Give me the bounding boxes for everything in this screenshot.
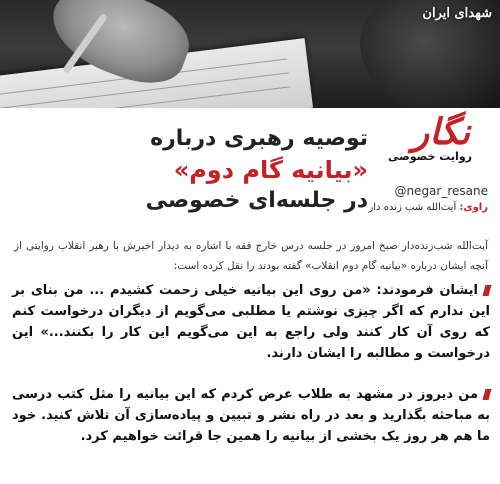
quote-paragraph: [12, 280, 490, 364]
narrator-name: آیت‌الله شب زنده دار: [368, 202, 457, 213]
paragraph-text: ایشان فرمودند: «من روی این بیانیه خیلی زحمت کشیدم ... من بنای بر این ندارم که اگر چیزی نوشتم یا مطلبی می‌گویم از دیگران درخواست کنم که روی آن کار کنند ولی راجع به این می‌گویم این کار را بکنند...» این درخواست و مطالبه را ایشان دارند.: [12, 283, 490, 361]
bullet-mark: [483, 389, 492, 400]
logo-mark: نگار: [411, 111, 471, 153]
watermark-text: شهدای ایران: [422, 6, 492, 21]
headline-line-3: در جلسه‌ای خصوصی: [145, 188, 368, 213]
social-handle: @negar_resane: [394, 184, 488, 198]
paragraph-text: من دیروز در مشهد به طلاب عرض کردم که این بیانیه را مثل کتب درسی به مباحثه بگذارید و بعد در راه نشر و تبیین و پیاده‌سازی آن تلاش کنید. خود ما هم هر روز یک بخشی از بیانیه را همین جا قرائت خواهیم کرد.: [12, 387, 490, 444]
intro-text: آیت‌الله شب‌زنده‌دار صبح امروز در جلسه درس خارج فقه با اشاره به دیدار اخیرش با رهبر انقلاب روایتی از آنچه ایشان درباره «بیانیه گام دوم انقلاب» گفته بودند را نقل کرده است:: [14, 240, 488, 272]
logo-subtitle: روایت خصوصی: [388, 150, 472, 163]
header-photo: [0, 0, 500, 108]
quote-paragraph: [12, 384, 490, 447]
narrator-label: راوی:: [459, 202, 488, 213]
narrator-line: [368, 202, 488, 213]
bullet-mark: [483, 285, 492, 296]
headline-line-2: «بیانیه گام دوم»: [173, 156, 368, 184]
headline-line-1: توصیه رهبری درباره: [150, 126, 368, 151]
headline: [108, 124, 368, 216]
